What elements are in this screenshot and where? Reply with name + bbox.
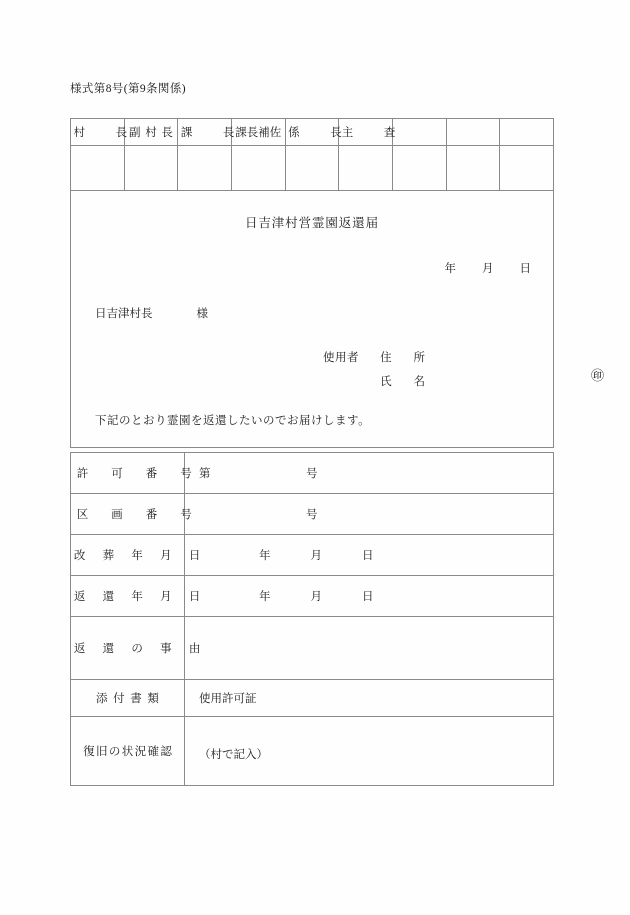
- detail-value-reburial-date[interactable]: [185, 535, 554, 576]
- stamp-header-cell-blank-1: [392, 119, 446, 146]
- return-month-label: 月: [310, 591, 322, 603]
- detail-value-return-reason[interactable]: [185, 617, 554, 680]
- detail-table: [70, 452, 554, 786]
- document-title: 日吉津村営霊園返還届: [244, 216, 379, 230]
- stamp-header-label: 副 村 長: [129, 127, 174, 139]
- return-day-label: 日: [362, 591, 374, 603]
- detail-label-text: 許 可 番 号: [76, 468, 198, 480]
- detail-label-permit-number: [71, 453, 198, 494]
- date-year-label: 年: [444, 263, 456, 275]
- applicant-name-row: [323, 369, 431, 393]
- stamp-header-label: 課長補佐: [235, 127, 282, 139]
- stamp-header-cell-deputy-chief: [124, 119, 178, 146]
- stamp-cell-blank-2[interactable]: [446, 146, 500, 191]
- detail-label-text: 復旧の状況確認: [83, 746, 174, 758]
- table-row: [71, 453, 554, 494]
- stamp-header-cell-section-chief: [178, 119, 237, 146]
- stamp-header-cell-group-chief: [285, 119, 345, 146]
- applicant-name-label: 氏 名: [380, 376, 431, 388]
- detail-label-reburial-date: [71, 535, 204, 576]
- table-row: [71, 494, 554, 535]
- stamp-header-row: [71, 119, 554, 146]
- stamp-header-cell-assistant-chief: [231, 119, 285, 146]
- table-row: [71, 617, 554, 680]
- document-body-box: [70, 190, 605, 448]
- applicant-address-label: 住 所: [380, 352, 431, 364]
- restoration-note: （村で記入）: [199, 749, 268, 761]
- stamp-cell-blank-1[interactable]: [392, 146, 446, 191]
- reburial-month-label: 月: [310, 550, 322, 562]
- detail-value-return-date[interactable]: [185, 576, 554, 617]
- detail-value-attachments[interactable]: [185, 680, 554, 717]
- reburial-year-label: 年: [259, 550, 271, 562]
- table-row: [71, 717, 554, 786]
- detail-label-text: 改 葬 年 月 日: [73, 550, 204, 562]
- attachments-text: 使用許可証: [199, 693, 257, 705]
- stamp-cell-village-chief[interactable]: [71, 146, 125, 191]
- detail-label-text: 返 還 の 事 由: [73, 643, 204, 655]
- statement-text: 下記のとおり霊園を返還したいのでお届けします。: [95, 415, 371, 427]
- stamp-cell-blank-3[interactable]: [500, 146, 554, 191]
- seal-icon: ㊞: [591, 368, 605, 383]
- applicant-prefix-label: 使用者: [323, 352, 359, 364]
- detail-label-return-reason: [71, 617, 204, 680]
- stamp-header-cell-blank-3: [500, 119, 554, 146]
- applicant-block: [323, 345, 605, 393]
- detail-value-permit-number[interactable]: [185, 453, 554, 494]
- return-year-label: 年: [259, 591, 271, 603]
- stamp-header-cell-village-chief: [71, 119, 130, 146]
- form-number: 様式第8号(第9条関係): [70, 83, 186, 95]
- detail-value-plot-number[interactable]: [185, 494, 554, 535]
- table-row: [71, 535, 554, 576]
- addressee-name: 日吉津村長: [95, 308, 153, 320]
- stamp-header-cell-blank-2: [446, 119, 500, 146]
- stamp-header-label: 主 査: [341, 127, 398, 139]
- stamp-cell-assistant-chief[interactable]: [231, 146, 285, 191]
- stamp-cell-inspector[interactable]: [339, 146, 393, 191]
- detail-label-text: 添 付 書 類: [96, 693, 161, 705]
- reburial-day-label: 日: [362, 550, 374, 562]
- permit-number-suffix: 号: [306, 468, 318, 480]
- approval-stamp-table: [70, 118, 554, 191]
- stamp-cell-section-chief[interactable]: [178, 146, 232, 191]
- detail-label-text: 返 還 年 月 日: [73, 591, 204, 603]
- addressee-line: [95, 305, 208, 321]
- addressee-honorific: 様: [196, 308, 208, 320]
- detail-label-plot-number: [71, 494, 198, 535]
- submission-date-line: [445, 260, 532, 276]
- stamp-signature-row: [71, 146, 554, 191]
- detail-label-restoration-check: [71, 717, 185, 786]
- detail-label-attachments: [71, 680, 185, 717]
- stamp-header-label: 課 長: [180, 127, 237, 139]
- detail-label-text: 区 画 番 号: [76, 509, 198, 521]
- detail-value-restoration-check[interactable]: [185, 717, 554, 786]
- stamp-header-label: 係 長: [288, 127, 345, 139]
- permit-number-prefix: 第: [199, 468, 211, 480]
- applicant-address-row: [323, 345, 431, 369]
- date-day-label: 日: [519, 263, 531, 275]
- table-row: [71, 576, 554, 617]
- table-row: [71, 680, 554, 717]
- stamp-cell-group-chief[interactable]: [285, 146, 339, 191]
- date-month-label: 月: [482, 263, 494, 275]
- stamp-header-cell-inspector: [339, 119, 398, 146]
- plot-number-suffix: 号: [306, 509, 318, 521]
- stamp-header-label: 村 長: [73, 127, 130, 139]
- stamp-cell-deputy-chief[interactable]: [124, 146, 178, 191]
- detail-label-return-date: [71, 576, 204, 617]
